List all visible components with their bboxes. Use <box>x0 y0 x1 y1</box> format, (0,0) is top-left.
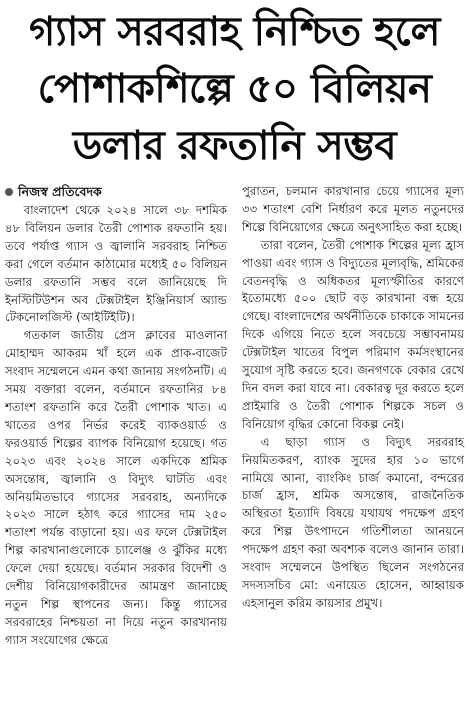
bullet-icon <box>5 188 13 196</box>
paragraph: বাংলাদেশ থেকে ২০২৪ সালে ৩৮ দশমিক ৪৮ বিলিয়ন ডলার তৈরী পোশাক রফতানি হয়। তবে পর্যাপ্ত গ্যাস ও জ্বালানি সরবরাহ নিশ্চিত করা গেলে বর্তমান কাঠামোর মধ্যেই ৫০ বিলিয়ন ডলার রফতানি সম্ভব বলে জানিয়েছে দি ইনস্টিটিউশন অব টেক্সটাইল ইঞ্জিনিয়ার্স অ্যান্ড টেকনোলজিস্ট (আইটিইটি)। <box>5 203 227 325</box>
paragraph: তারা বলেন, তৈরী পোশাক শিল্পের মূল্য হ্রাস পাওয়া এবং গ্যাস ও বিদ্যুতের মূল্যবৃদ্ধি, শ্রমিকের বেতনবৃদ্ধি ও অধিকতর মূল্যস্ফীতির কারণে ইতোমধ্যে ৫০০ ছোট বড় কারখানা বন্ধ হয়ে গেছে। বাংলাদেশের অর্থনীতিকে চাকাকে সামনের দিকে এগিয়ে নিতে হলে সবচেয়ে সম্ভাবনাময় টেক্সটাইল খাতের বিপুল পরিমাণ কর্মসংস্থানের সুযোগ সৃষ্টি করতে হবে। জনগণকে বেকার রেখে দিন বদল করা যাবে না। বেকারত্ব দূর করতে হলে প্রাইমারি ও তৈরী পোশাক শিল্পকে সচল ও বিনিয়োগ বৃদ্ধির কোনো বিকল্প নেই। <box>242 237 464 431</box>
paragraph: পুরাতন, চলমান কারখানার চেয়ে গ্যাসের মূল্য ৩৩ শতাংশ বেশি নির্ধারণ করে মূলত নতুনদের শিল্পে বিনিয়োগের ক্ষেত্রে অনুৎসাহিত করা হচ্ছে। <box>242 184 464 234</box>
article-columns <box>5 183 464 650</box>
headline: গ্যাস সরবরাহ নিশ্চিত হলে পোশাকশিল্পে ৫০ বিলিয়ন ডলার রফতানি সম্ভব <box>29 9 440 169</box>
byline <box>5 183 227 201</box>
column-right <box>242 183 464 650</box>
byline-text: নিজস্ব প্রতিবেদক <box>18 184 102 199</box>
paragraph: গতকাল জাতীয় প্রেস ক্লাবের মাওলানা মোহাম্মদ আকরম খাঁ হলে এক প্রাক-বাজেট সংবাদ সম্মেলনে এমন কথা জানায় সংগঠনটি। এ সময় বক্তারা বলেন, বর্তমানে রফতানির ৮৪ শতাংশ রফতানি করে তৈরী পোশাক খাত। এ খাতের ওপর নির্ভর করেই ব্যাকওয়ার্ড ও ফরওয়ার্ড শিল্পের ব্যাপক বিনিয়োগ হয়েছে। গত ২০২৩ এবং ২০২৪ সালে একদিকে শ্রমিক অসন্তোষ, জ্বালানি ও বিদ্যুৎ ঘাটতি এবং অনিয়মিতভাবে গ্যাসের সরবরাহ, অন্যদিকে ২০২৩ সালে হঠাৎ করে গ্যাসের দাম ২৫০ শতাংশ পর্যন্ত বাড়ানো হয়। এর ফলে টেক্সটাইল শিল্প কারখানাগুলোকে চ্যালেঞ্জ ও ঝুঁকির মধ্যে ফেলে দেয়া হয়েছে। বর্তমান সরকার বিদেশী ও দেশীয় বিনিয়োগকারীদের আমন্ত্রণ জানাচ্ছে নতুন শিল্প স্থাপনের জন্য। কিন্তু গ্যাসের সরবরাহের নিশ্চয়তা না দিয়ে নতুন কারখানায় গ্যাস সংযোগের ক্ষেত্রে <box>5 328 227 647</box>
column-left <box>5 183 227 650</box>
paragraph: এ ছাড়া গ্যাস ও বিদ্যুৎ সরবরাহ নিয়মিতকরণ, ব্যাংক সুদের হার ১০ ভাগে নামিয়ে আনা, ব্যাংকিং চার্জ কমানো, বন্দরের চার্জ হ্রাস, শ্রমিক অসন্তোষ, রাজনৈতিক অস্থিরতা ইত্যাদি বিষয়ে যথাযথ পদক্ষেপ গ্রহণ করে শিল্প উৎপাদনে গতিশীলতা আনয়নে পদক্ষেপ গ্রহণ করা অবশ্যক বলেও জানান তারা। সংবাদ সম্মেলনে উপস্থিত ছিলেন সংগঠনের সদস্যসচিব মো: এনায়েত হোসেন, আহ্বায়ক এহসানুল করিম কায়সার প্রমুখ। <box>242 434 464 610</box>
